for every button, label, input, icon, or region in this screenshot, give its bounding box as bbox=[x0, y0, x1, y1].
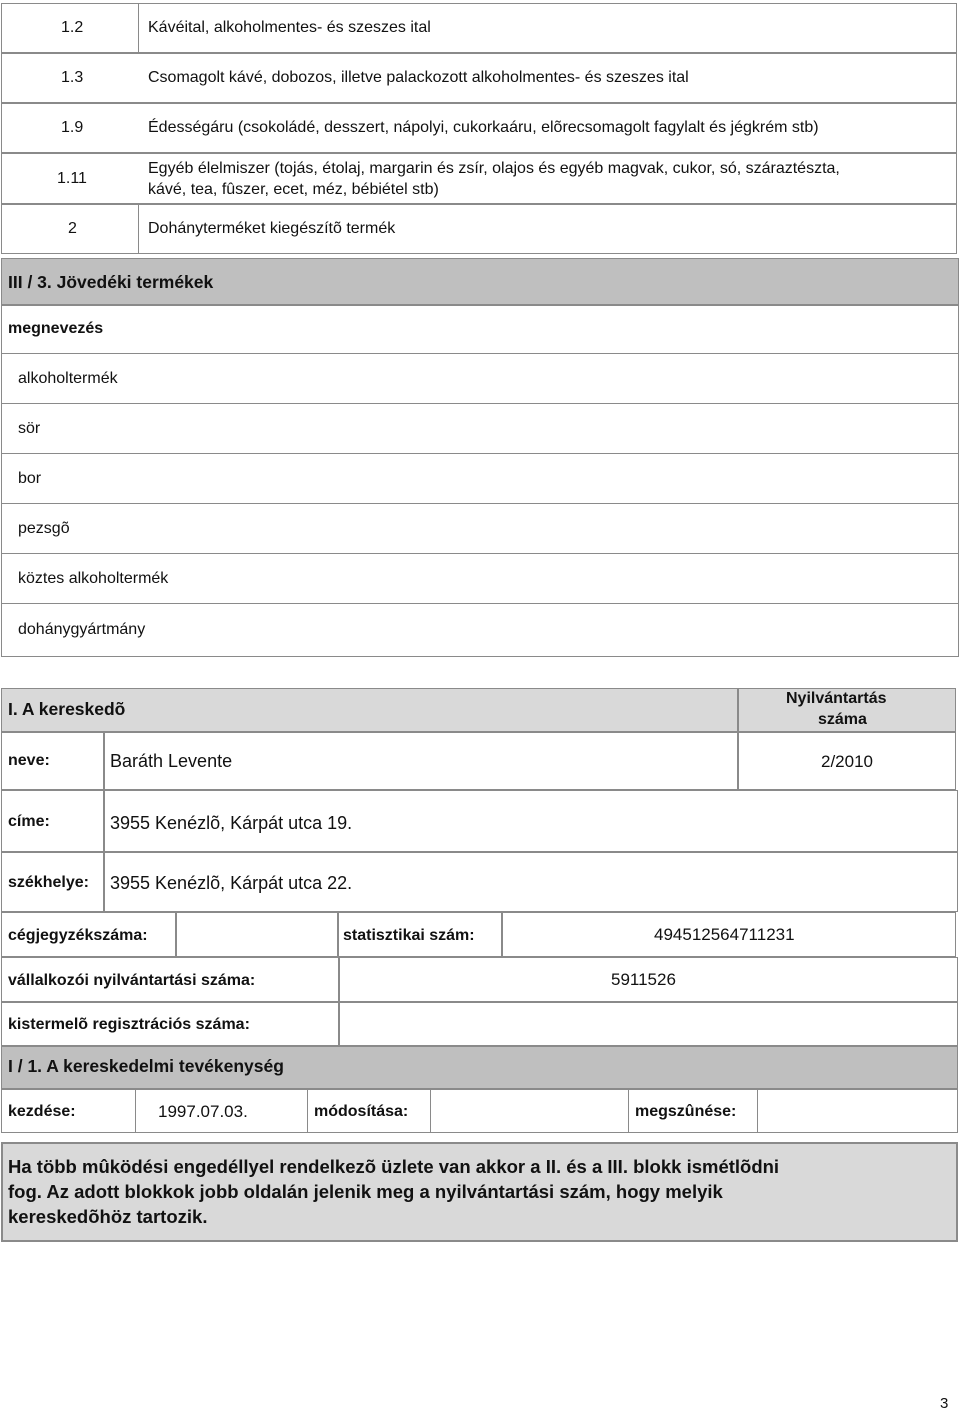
seat-value: 3955 Kenézlõ, Kárpát utca 22. bbox=[110, 873, 353, 893]
divider bbox=[1, 353, 959, 354]
start-value: 1997.07.03. bbox=[158, 1102, 248, 1121]
row-name: kávé, tea, fûszer, ecet, méz, bébiétel stb) bbox=[148, 181, 439, 198]
activity-row bbox=[1, 1089, 958, 1133]
column-divider bbox=[138, 204, 139, 254]
table-row bbox=[1, 204, 957, 254]
seat-label: székhelye: bbox=[8, 874, 89, 891]
list-item: köztes alkoholtermék bbox=[18, 570, 169, 587]
reg-number-value: 2/2010 bbox=[821, 752, 873, 771]
row-name: Dohányterméket kiegészítõ termék bbox=[148, 220, 396, 237]
name-value: Baráth Levente bbox=[110, 751, 233, 771]
row-code: 1.9 bbox=[61, 119, 84, 136]
stat-label: statisztikai szám: bbox=[343, 927, 475, 944]
row-name: Édességáru (csokoládé, desszert, nápolyi, cukorkaáru, elõrecsomagolt fagylalt és jégkrém stb) bbox=[148, 119, 819, 136]
list-item: pezsgõ bbox=[18, 520, 70, 537]
list-item: dohánygyártmány bbox=[18, 621, 146, 638]
reg-header-label: Nyilvántartás bbox=[786, 690, 887, 707]
notice-line: kereskedõhöz tartozik. bbox=[8, 1206, 208, 1227]
section-title: I. A kereskedõ bbox=[8, 699, 126, 719]
entrepreneur-value: 5911526 bbox=[611, 970, 676, 989]
notice-line: fog. Az adott blokkok jobb oldalán jelenik meg a nyilvántartási szám, hogy melyik bbox=[8, 1181, 723, 1202]
end-label: megszûnése: bbox=[635, 1103, 737, 1120]
divider bbox=[1, 553, 959, 554]
table-row bbox=[1, 3, 957, 53]
column-divider bbox=[307, 1089, 308, 1133]
address-label: címe: bbox=[8, 813, 50, 830]
smallholder-field bbox=[339, 1002, 958, 1046]
row-code: 1.11 bbox=[57, 170, 87, 187]
entrepreneur-label: vállalkozói nyilvántartási száma: bbox=[8, 972, 256, 989]
section-title: I / 1. A kereskedelmi tevékenység bbox=[8, 1056, 284, 1076]
divider bbox=[1, 403, 959, 404]
company-reg-field bbox=[176, 912, 338, 957]
column-divider bbox=[430, 1089, 431, 1133]
reg-header-label: száma bbox=[818, 711, 867, 728]
row-name: Egyéb élelmiszer (tojás, étolaj, margarin és zsír, olajos és egyéb magvak, cukor, só, száraztészta, bbox=[148, 160, 840, 177]
excise-list bbox=[1, 305, 959, 657]
page-number: 3 bbox=[940, 1395, 949, 1412]
divider bbox=[1, 453, 959, 454]
divider bbox=[1, 503, 959, 504]
section-title: III / 3. Jövedéki termékek bbox=[8, 272, 214, 292]
row-code: 2 bbox=[68, 220, 77, 237]
column-divider bbox=[628, 1089, 629, 1133]
stat-value: 494512564711231 bbox=[654, 925, 795, 944]
column-header: megnevezés bbox=[8, 320, 104, 337]
row-name: Csomagolt kávé, dobozos, illetve palackozott alkoholmentes- és szeszes ital bbox=[148, 69, 689, 86]
column-divider bbox=[757, 1089, 758, 1133]
row-name: Kávéital, alkoholmentes- és szeszes ital bbox=[148, 19, 431, 36]
row-code: 1.2 bbox=[61, 19, 84, 36]
list-item: sör bbox=[18, 420, 41, 437]
notice-line: Ha több mûködési engedéllyel rendelkezõ üzlete van akkor a II. és a III. blokk ismétlõdni bbox=[8, 1156, 780, 1177]
modify-label: módosítása: bbox=[314, 1103, 409, 1120]
name-label: neve: bbox=[8, 752, 50, 769]
start-label: kezdése: bbox=[8, 1103, 76, 1120]
column-divider bbox=[135, 1089, 136, 1133]
address-value: 3955 Kenézlõ, Kárpát utca 19. bbox=[110, 813, 353, 833]
row-code: 1.3 bbox=[61, 69, 84, 86]
list-item: alkoholtermék bbox=[18, 370, 118, 387]
smallholder-label: kistermelõ regisztrációs száma: bbox=[8, 1016, 250, 1033]
divider bbox=[1, 603, 959, 604]
company-reg-label: cégjegyzékszáma: bbox=[8, 927, 148, 944]
list-item: bor bbox=[18, 470, 42, 487]
